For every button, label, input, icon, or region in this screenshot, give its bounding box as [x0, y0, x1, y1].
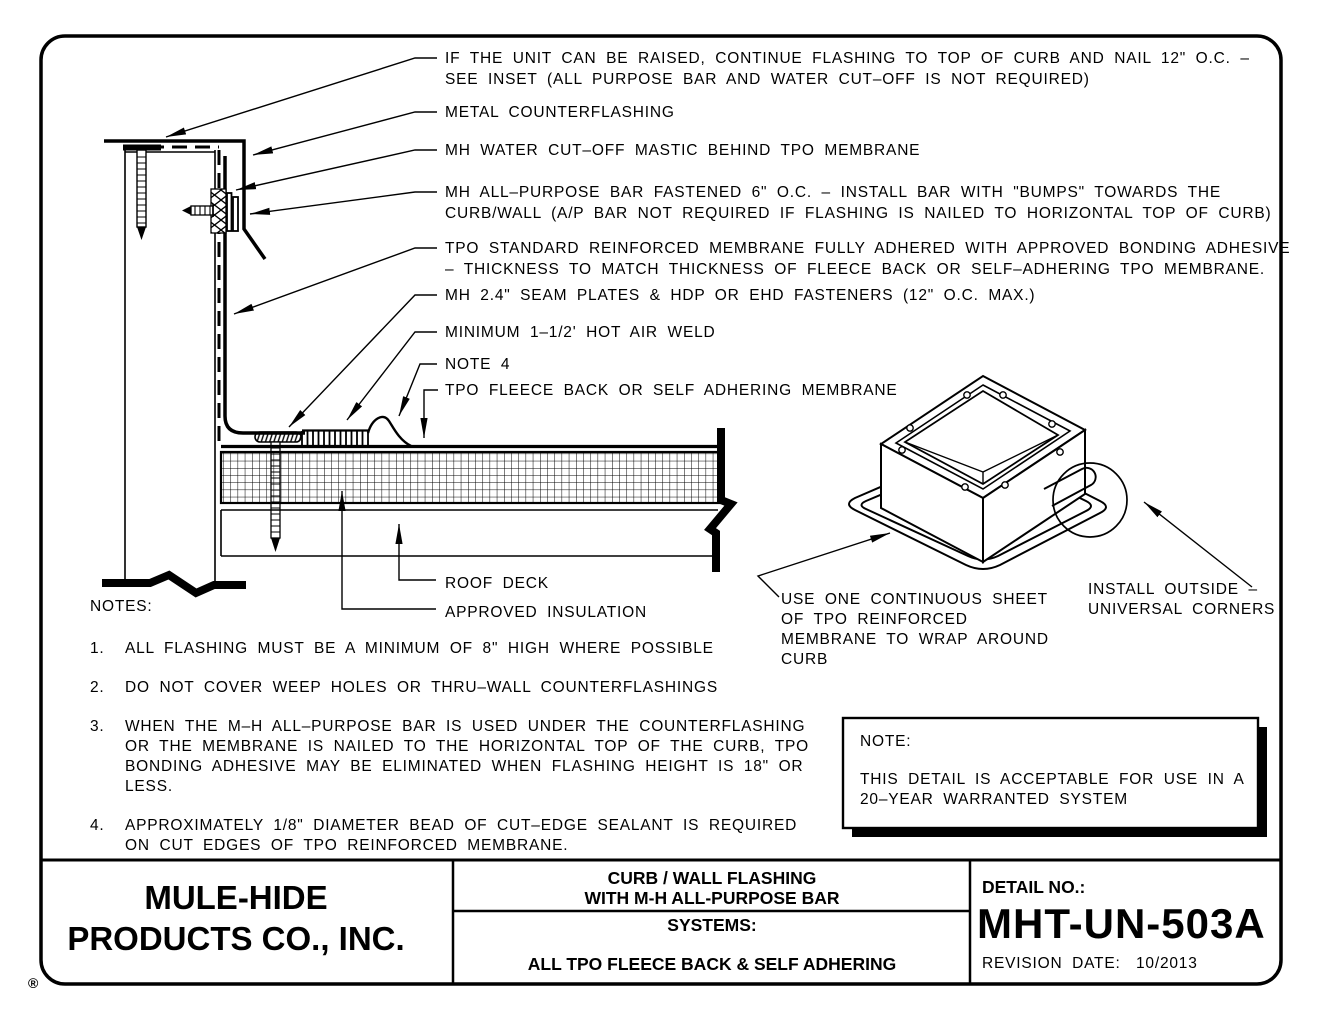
note-3-text-2: OR THE MEMBRANE IS NAILED TO THE HORIZONTAL TOP OF THE CURB, TPO: [125, 738, 809, 755]
note-4-text-1: APPROXIMATELY 1/8" DIAMETER BEAD OF CUT–EDGE SEALANT IS REQUIRED: [125, 817, 798, 834]
drawing-title-line2: WITH M-H ALL-PURPOSE BAR: [584, 888, 840, 908]
notes-section: [90, 598, 809, 854]
callout-fleece-back: TPO FLEECE BACK OR SELF ADHERING MEMBRANE: [445, 382, 898, 399]
top-nail-fastener: [123, 145, 161, 241]
callout-labels: [445, 50, 1290, 621]
callout-counterflashing: METAL COUNTERFLASHING: [445, 104, 675, 121]
note-box-line1: THIS DETAIL IS ACCEPTABLE FOR USE IN A: [860, 771, 1245, 788]
note-3-text-1: WHEN THE M–H ALL–PURPOSE BAR IS USED UNDER THE COUNTERFLASHING: [125, 718, 806, 735]
note-2-text: DO NOT COVER WEEP HOLES OR THRU–WALL COUNTERFLASHINGS: [125, 679, 718, 696]
callout-ap-bar-2: CURB/WALL (A/P BAR NOT REQUIRED IF FLASHING IS NAILED TO HORIZONTAL TOP OF CURB): [445, 205, 1272, 222]
note-1-text: ALL FLASHING MUST BE A MINIMUM OF 8" HIGH WHERE POSSIBLE: [125, 640, 714, 657]
all-purpose-bar-assembly: [182, 189, 238, 233]
company-name-line2: PRODUCTS CO., INC.: [67, 920, 405, 957]
detail-no-label: DETAIL NO.:: [982, 877, 1086, 897]
warranty-note-box: [843, 718, 1267, 837]
note-box-line2: 20–YEAR WARRANTED SYSTEM: [860, 791, 1128, 808]
curb-box: [881, 376, 1085, 562]
callout-raise-unit-2: SEE INSET (ALL PURPOSE BAR AND WATER CUT–OFF IS NOT REQUIRED): [445, 71, 1090, 88]
systems-label: SYSTEMS:: [667, 915, 757, 935]
leader-water-cutoff: [236, 150, 437, 190]
wrap-note-line3: MEMBRANE TO WRAP AROUND: [781, 631, 1049, 648]
note-4-num: 4.: [90, 817, 105, 834]
callout-tpo-standard-2: – THICKNESS TO MATCH THICKNESS OF FLEECE BACK OR SELF–ADHERING TPO MEMBRANE.: [445, 261, 1265, 278]
wrap-note-line2: OF TPO REINFORCED: [781, 611, 968, 628]
callout-tpo-standard-1: TPO STANDARD REINFORCED MEMBRANE FULLY ADHERED WITH APPROVED BONDING ADHESIVE: [445, 240, 1291, 257]
leader-universal-corners: [1144, 502, 1252, 587]
leader-raise-unit: [166, 58, 437, 137]
membrane-edge-hump: [368, 417, 411, 446]
detail-no-value: MHT-UN-503A: [977, 900, 1266, 947]
callout-seam-plates: MH 2.4" SEAM PLATES & HDP OR EHD FASTENERS (12" O.C. MAX.): [445, 287, 1036, 304]
callout-note-4: NOTE 4: [445, 356, 511, 373]
corner-note-line2: UNIVERSAL CORNERS: [1088, 601, 1276, 618]
corner-note-line1: INSTALL OUTSIDE –: [1088, 581, 1258, 598]
leader-wrap-sheet: [758, 533, 890, 597]
leader-roof-deck: [399, 524, 436, 580]
leader-seam-plates: [289, 295, 437, 427]
approved-insulation-layer: [221, 452, 721, 503]
inset-labels: [781, 581, 1275, 668]
title-block: [41, 860, 1281, 984]
revision-date-label: REVISION DATE:: [982, 955, 1121, 972]
roof-deck-layer: [221, 510, 718, 556]
notes-heading: NOTES:: [90, 598, 153, 615]
curb-inset-drawing: [758, 376, 1275, 668]
hot-air-weld-ribs: [302, 431, 368, 447]
note-3-num: 3.: [90, 718, 105, 735]
note-3-text-4: LESS.: [125, 778, 173, 795]
note-1-num: 1.: [90, 640, 105, 657]
leader-counterflashing: [253, 112, 437, 155]
leader-insulation: [342, 491, 436, 609]
leader-fleece-back: [424, 390, 438, 438]
metal-counterflashing: [104, 141, 265, 259]
wrap-note-line4: CURB: [781, 651, 829, 668]
callout-water-cutoff: MH WATER CUT–OFF MASTIC BEHIND TPO MEMBRANE: [445, 142, 921, 159]
company-name-line1: MULE-HIDE: [144, 879, 328, 916]
note-2-num: 2.: [90, 679, 105, 696]
revision-date-value: 10/2013: [1136, 955, 1198, 972]
seam-plate: [255, 432, 301, 442]
callout-insulation: APPROVED INSULATION: [445, 604, 648, 621]
registered-mark: ®: [28, 975, 39, 991]
callout-raise-unit-1: IF THE UNIT CAN BE RAISED, CONTINUE FLASHING TO TOP OF CURB AND NAIL 12" O.C. –: [445, 50, 1250, 67]
note-4-text-2: ON CUT EDGES OF TPO REINFORCED MEMBRANE.: [125, 837, 569, 854]
leader-ap-bar: [250, 192, 437, 214]
bar-screw-fastener: [182, 204, 213, 217]
note-box-heading: NOTE:: [860, 733, 912, 750]
note-3-text-3: BONDING ADHESIVE MAY BE ELIMINATED WHEN FLASHING HEIGHT IS 18" OR: [125, 758, 804, 775]
callout-ap-bar-1: MH ALL–PURPOSE BAR FASTENED 6" O.C. – INSTALL BAR WITH "BUMPS" TOWARDS THE: [445, 184, 1221, 201]
systems-value: ALL TPO FLEECE BACK & SELF ADHERING: [527, 954, 897, 974]
callout-roof-deck: ROOF DECK: [445, 575, 549, 592]
callout-hot-air-weld: MINIMUM 1–1/2' HOT AIR WELD: [445, 324, 716, 341]
wrap-note-line1: USE ONE CONTINUOUS SHEET: [781, 591, 1048, 608]
drawing-title-line1: CURB / WALL FLASHING: [607, 868, 817, 888]
